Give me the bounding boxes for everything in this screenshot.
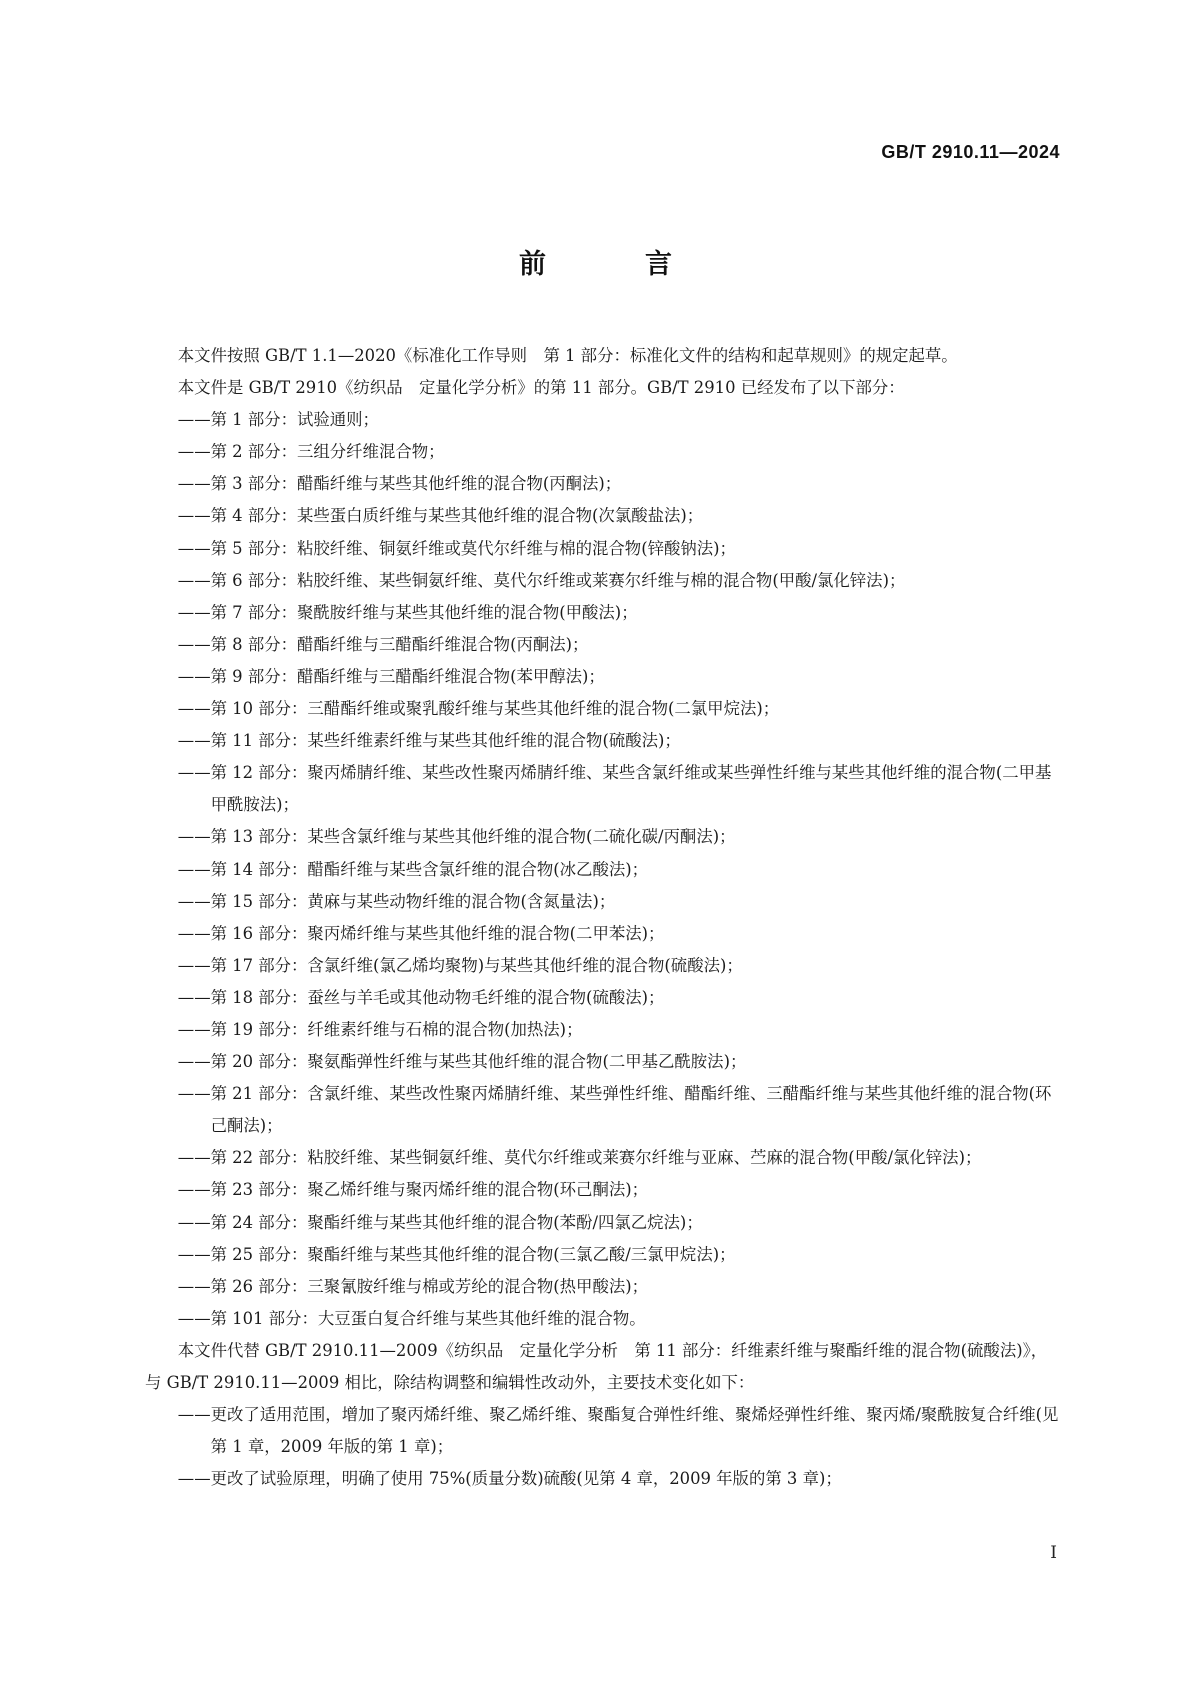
list-item: ——第 10 部分：三醋酯纤维或聚乳酸纤维与某些其他纤维的混合物(二氯甲烷法)； xyxy=(177,699,780,719)
list-item: ——第 13 部分：某些含氯纤维与某些其他纤维的混合物(二硫化碳/丙酮法)； xyxy=(177,827,736,847)
paragraph-replacement: 本文件代替 GB/T 2910.11—2009《纺织品 定量化学分析 第 11 部分：纤维素纤维与聚酯纤维的混合物(硫酸法)》，与 GB/T 2910.11—2009 相比，除结构调整和编辑性改动外，主要技术变化如下： xyxy=(145,1340,1048,1392)
list-item: ——第 15 部分：黄麻与某些动物纤维的混合物(含氮量法)； xyxy=(177,891,616,911)
list-item: ——更改了试验原理，明确了使用 75%(质量分数)硫酸(见第 4 章，2009 年版的第 3 章)； xyxy=(177,1469,842,1489)
list-item: ——第 2 部分：三组分纤维混合物； xyxy=(177,442,445,462)
changes-list xyxy=(145,1399,1060,1495)
list-item: ——第 101 部分：大豆蛋白复合纤维与某些其他纤维的混合物。 xyxy=(177,1308,646,1328)
list-item: ——第 20 部分：聚氨酯弹性纤维与某些其他纤维的混合物(二甲基乙酰胺法)； xyxy=(177,1052,747,1072)
list-item: ——第 16 部分：聚丙烯纤维与某些其他纤维的混合物(二甲苯法)； xyxy=(177,923,665,943)
paragraph-series-intro: 本文件是 GB/T 2910《纺织品 定量化学分析》的第 11 部分。GB/T 2910 已经发布了以下部分： xyxy=(177,378,905,398)
list-item: ——第 24 部分：聚酯纤维与某些其他纤维的混合物(苯酚/四氯乙烷法)； xyxy=(177,1212,703,1232)
list-item: ——第 18 部分：蚕丝与羊毛或其他动物毛纤维的混合物(硫酸法)； xyxy=(177,987,665,1007)
list-item: ——第 25 部分：聚酯纤维与某些其他纤维的混合物(三氯乙酸/三氯甲烷法)； xyxy=(177,1244,736,1264)
list-item: ——第 17 部分：含氯纤维(氯乙烯均聚物)与某些其他纤维的混合物(硫酸法)； xyxy=(177,955,743,975)
list-item: ——第 12 部分：聚丙烯腈纤维、某些改性聚丙烯腈纤维、某些含氯纤维或某些弹性纤维与某些其他纤维的混合物(二甲基甲酰胺法)； xyxy=(177,763,1052,815)
standard-code: GB/T 2910.11—2024 xyxy=(881,142,1060,162)
page-number: I xyxy=(1050,1543,1057,1563)
list-item: ——第 3 部分：醋酯纤维与某些其他纤维的混合物(丙酮法)； xyxy=(177,474,622,494)
list-item: ——第 14 部分：醋酯纤维与某些含氯纤维的混合物(冰乙酸法)； xyxy=(177,859,649,879)
list-item: ——更改了适用范围，增加了聚丙烯纤维、聚乙烯纤维、聚酯复合弹性纤维、聚烯烃弹性纤维、聚丙烯/聚酰胺复合纤维(见第 1 章，2009 年版的第 1 章)； xyxy=(177,1405,1059,1457)
list-item: ——第 7 部分：聚酰胺纤维与某些其他纤维的混合物(甲酸法)； xyxy=(177,602,638,622)
list-item: ——第 4 部分：某些蛋白质纤维与某些其他纤维的混合物(次氯酸盐法)； xyxy=(177,506,704,526)
list-item: ——第 5 部分：粘胶纤维、铜氨纤维或莫代尔纤维与棉的混合物(锌酸钠法)； xyxy=(177,538,736,558)
list-item: ——第 11 部分：某些纤维素纤维与某些其他纤维的混合物(硫酸法)； xyxy=(177,731,681,751)
document-body xyxy=(145,340,1060,1495)
parts-list xyxy=(145,404,1060,1335)
list-item: ——第 19 部分：纤维素纤维与石棉的混合物(加热法)； xyxy=(177,1019,583,1039)
list-item: ——第 22 部分：粘胶纤维、某些铜氨纤维、莫代尔纤维或莱赛尔纤维与亚麻、苎麻的混合物(甲酸/氯化锌法)； xyxy=(177,1148,982,1168)
list-item: ——第 21 部分：含氯纤维、某些改性聚丙烯腈纤维、某些弹性纤维、醋酯纤维、三醋酯纤维与某些其他纤维的混合物(环己酮法)； xyxy=(177,1084,1052,1136)
list-item: ——第 6 部分：粘胶纤维、某些铜氨纤维、莫代尔纤维或莱赛尔纤维与棉的混合物(甲酸/氯化锌法)； xyxy=(177,570,906,590)
list-item: ——第 8 部分：醋酯纤维与三醋酯纤维混合物(丙酮法)； xyxy=(177,634,589,654)
paragraph-drafting-basis: 本文件按照 GB/T 1.1—2020《标准化工作导则 第 1 部分：标准化文件的结构和起草规则》的规定起草。 xyxy=(177,346,958,365)
list-item: ——第 1 部分：试验通则； xyxy=(177,410,379,430)
page-title: 前 言 xyxy=(519,249,708,280)
list-item: ——第 23 部分：聚乙烯纤维与聚丙烯纤维的混合物(环己酮法)； xyxy=(177,1180,649,1200)
list-item: ——第 9 部分：醋酯纤维与三醋酯纤维混合物(苯甲醇法)； xyxy=(177,666,605,686)
list-item: ——第 26 部分：三聚氰胺纤维与棉或芳纶的混合物(热甲酸法)； xyxy=(177,1276,649,1296)
